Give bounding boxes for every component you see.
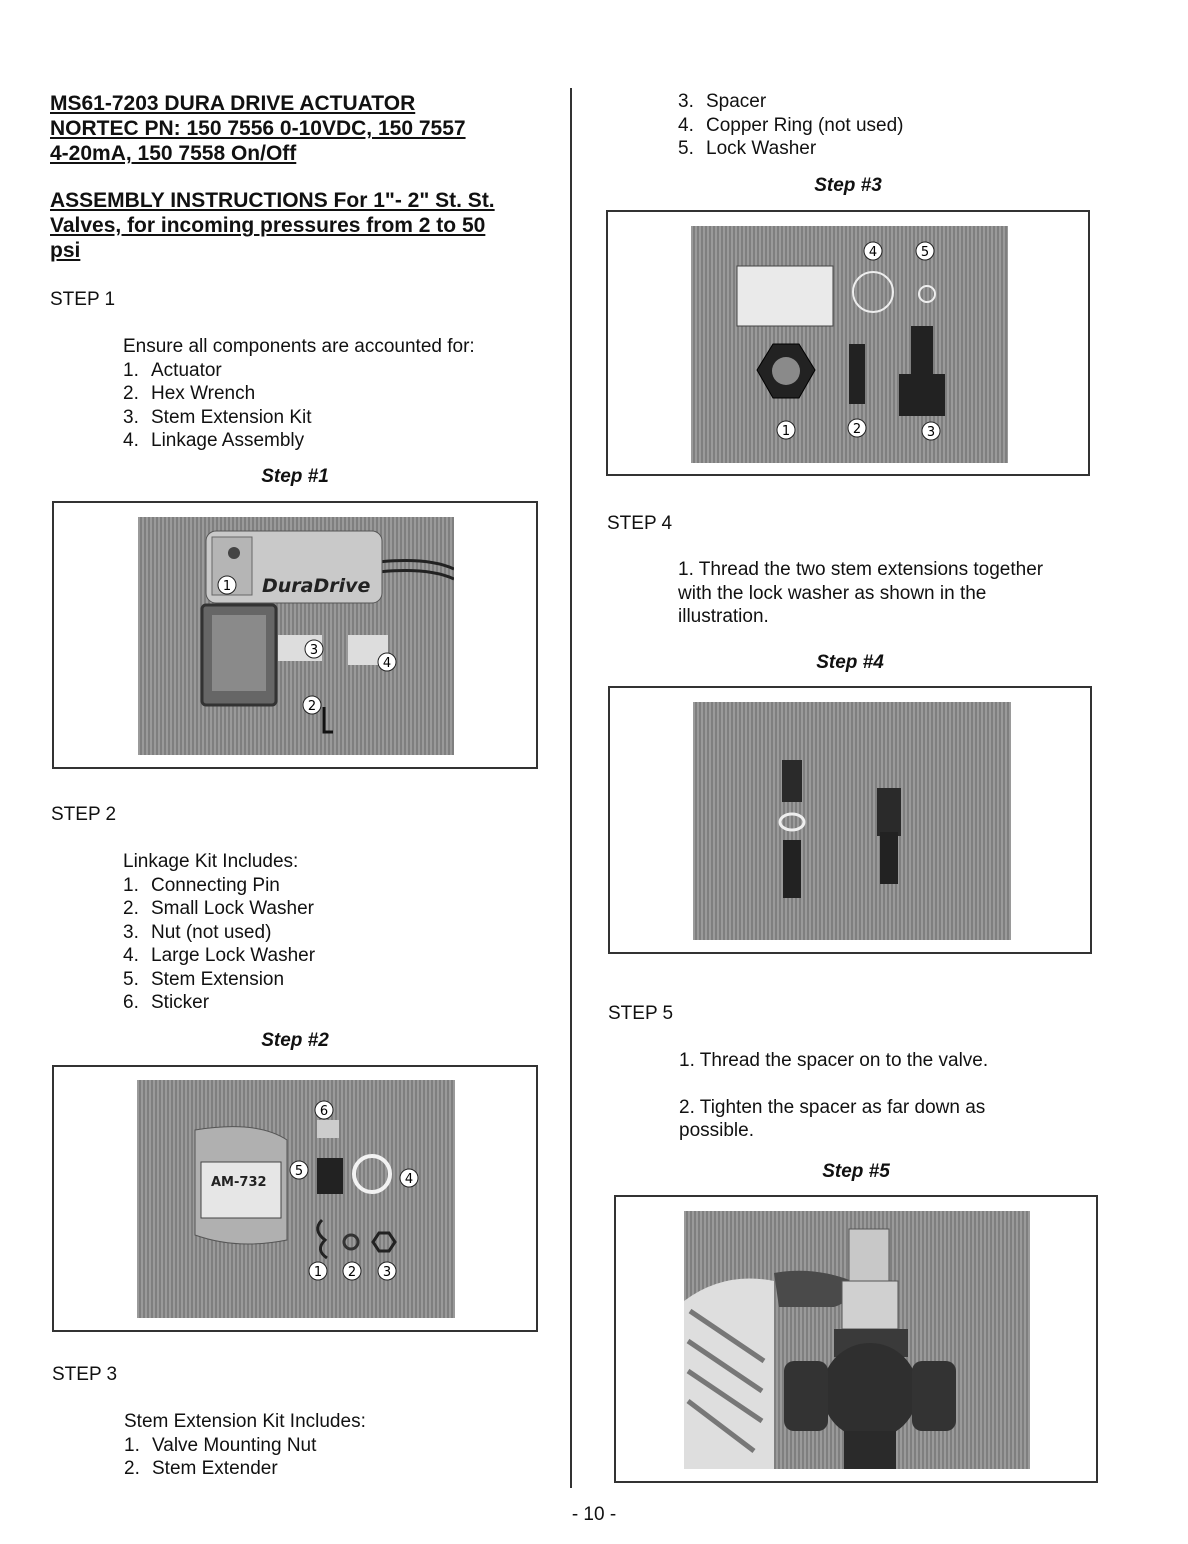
svg-text:4: 4 (868, 245, 878, 260)
list-item: 2. Small Lock Washer (123, 898, 314, 919)
column-divider (570, 88, 572, 1488)
list-item: 1. Connecting Pin (123, 874, 280, 896)
step-2-figure-frame (52, 1065, 538, 1332)
page-number: - 10 - (571, 1504, 617, 1525)
list-item: 3. Spacer (678, 91, 767, 112)
step-2-text (123, 850, 315, 1015)
svg-text:3: 3 (309, 643, 319, 658)
step-1-figure-frame (52, 501, 538, 769)
step-2-label: STEP 2 (51, 804, 117, 825)
step-5-label: STEP 5 (608, 1003, 674, 1024)
step-4-photo (693, 702, 1011, 940)
step-1-photo (138, 517, 454, 755)
list-item: 1. Actuator (123, 359, 222, 381)
step-2-caption: Step #2 (261, 1030, 329, 1051)
step-3-figure-frame (606, 210, 1090, 476)
list-item: 4. Large Lock Washer (123, 945, 316, 966)
list-item: 3. Nut (not used) (123, 921, 272, 943)
assembly-instructions-heading (50, 188, 495, 263)
svg-text:1: 1 (781, 424, 791, 439)
svg-text:2: 2 (307, 699, 317, 714)
stem-extension-kit-photo (691, 226, 1008, 463)
linkage-kit-photo (137, 1080, 455, 1318)
svg-text:DuraDrive: DuraDrive (262, 575, 371, 597)
list-item: 2. Hex Wrench (123, 383, 256, 404)
list-item: 2. Tighten the spacer as far down as possible. (679, 1096, 986, 1141)
list-item: 6. Sticker (123, 992, 210, 1013)
subheading-line-3: psi (50, 239, 81, 262)
list-item: 4. Linkage Assembly (123, 430, 305, 451)
svg-text:3: 3 (382, 1265, 392, 1280)
step-3-list-left (124, 1434, 366, 1481)
step-1-caption: Step #1 (261, 466, 329, 487)
step-4-text (678, 558, 1078, 629)
step-3-list-right (678, 90, 904, 161)
step-3-intro: Stem Extension Kit Includes: (124, 1411, 366, 1432)
svg-text:4: 4 (382, 656, 392, 671)
step-4-figure-frame (608, 686, 1092, 954)
title-line-1: MS61-7203 DURA DRIVE ACTUATOR (50, 92, 416, 115)
title-line-3: 4-20mA, 150 7558 On/Off (50, 142, 297, 165)
svg-text:3: 3 (926, 425, 936, 440)
step-2-photo (137, 1080, 455, 1318)
list-item: 4. Copper Ring (not used) (678, 114, 904, 136)
svg-text:5: 5 (294, 1164, 304, 1179)
subheading-line-2: Valves, for incoming pressures from 2 to 50 (50, 214, 486, 237)
step-5-caption: Step #5 (822, 1161, 890, 1182)
step-1-label: STEP 1 (50, 289, 116, 310)
step-1-text (123, 335, 475, 453)
document-title (50, 91, 466, 166)
svg-text:5: 5 (920, 245, 930, 260)
step-1-intro: Ensure all components are accounted for: (123, 336, 475, 357)
list-item: 1. Valve Mounting Nut (124, 1434, 317, 1456)
step-3-caption: Step #3 (814, 175, 882, 196)
list-item: 2. Stem Extender (124, 1458, 278, 1479)
step-3-label: STEP 3 (52, 1364, 118, 1385)
step-4-label: STEP 4 (607, 513, 673, 534)
svg-text:1: 1 (313, 1265, 323, 1280)
subheading-line-1: ASSEMBLY INSTRUCTIONS For 1"- 2" St. St. (50, 189, 495, 212)
actuator-components-photo (138, 517, 454, 755)
svg-text:2: 2 (852, 422, 862, 437)
list-item: 5. Lock Washer (678, 138, 817, 159)
svg-text:6: 6 (319, 1104, 329, 1119)
step-5-figure-frame (614, 1195, 1098, 1483)
list-item: 1. Thread the spacer on to the valve. (679, 1050, 989, 1071)
svg-text:4: 4 (404, 1172, 414, 1187)
svg-text:1: 1 (222, 579, 232, 594)
step-3-text-right (678, 90, 904, 161)
valve-spacer-photo (684, 1211, 1030, 1469)
svg-text:AM-732: AM-732 (211, 1175, 267, 1190)
list-item: 1. Thread the two stem extensions together with the lock washer as shown in the illustration. (678, 559, 1044, 627)
step-4-caption: Step #4 (816, 652, 884, 673)
svg-text:2: 2 (347, 1265, 357, 1280)
title-line-2: NORTEC PN: 150 7556 0-10VDC, 150 7557 (50, 117, 466, 140)
list-item: 3. Stem Extension Kit (123, 406, 312, 428)
step-3-photo (691, 226, 1008, 463)
step-5-text (679, 1049, 1059, 1143)
stem-extensions-photo (693, 702, 1011, 940)
list-item: 5. Stem Extension (123, 968, 285, 990)
step-3-text-left (124, 1410, 366, 1481)
step-1-list (123, 359, 475, 453)
step-2-list (123, 874, 315, 1015)
step-2-intro: Linkage Kit Includes: (123, 851, 299, 872)
step-5-photo (684, 1211, 1030, 1469)
